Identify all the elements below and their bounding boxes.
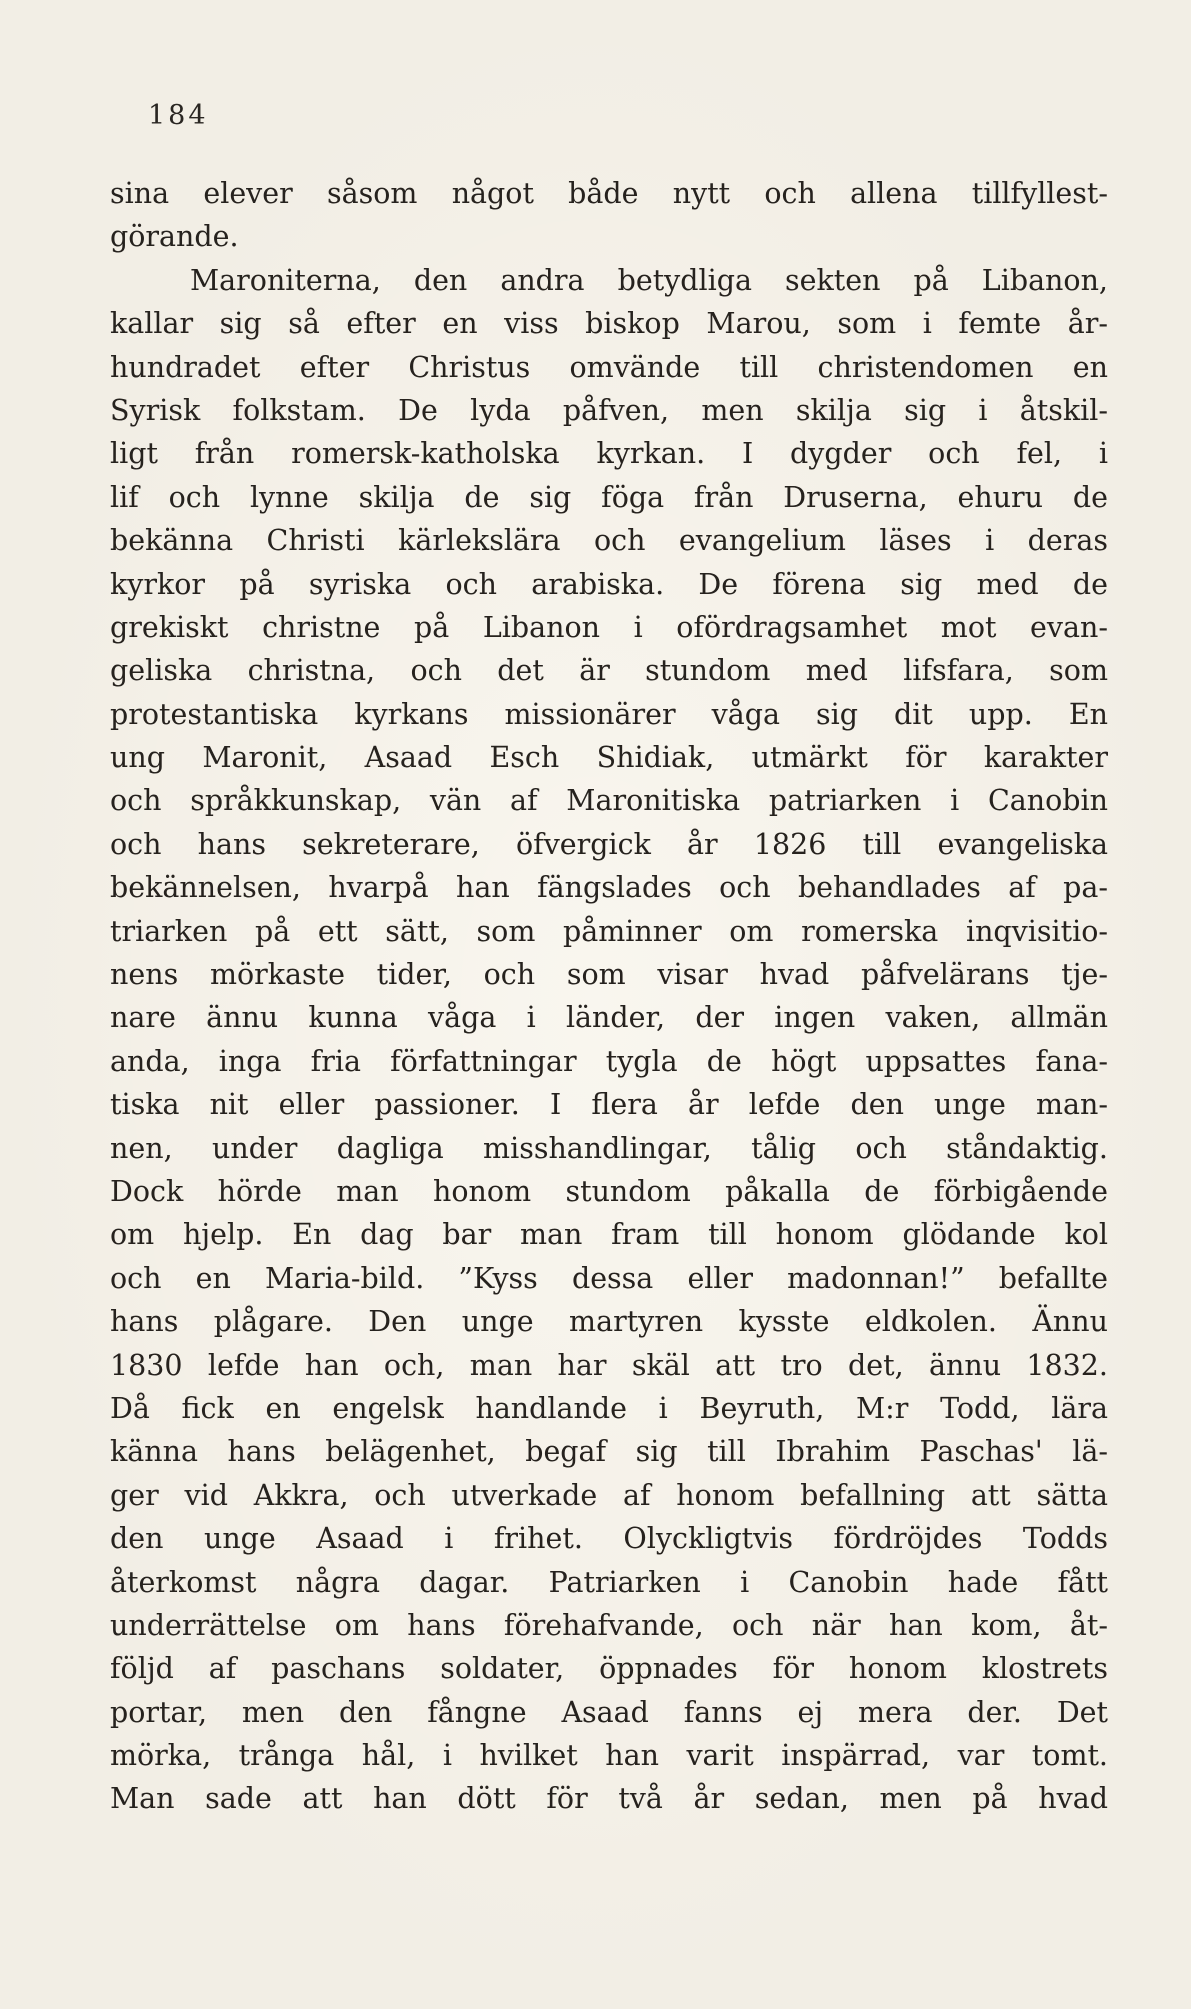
text-line: lif och lynne skilja de sig föga från Druserna, ehuru de <box>110 480 1108 514</box>
text-line: geliska christna, och det är stundom med lifsfara, som <box>110 654 1108 688</box>
text-line: den unge Asaad i frihet. Olyckligtvis fördröjdes Todds <box>110 1522 1108 1556</box>
text-line: grekiskt christne på Libanon i ofördragsamhet mot evan- <box>110 610 1108 644</box>
text-line: ligt från romersk-katholska kyrkan. I dygder och fel, i <box>110 437 1108 471</box>
text-line: nare ännu kunna våga i länder, der ingen vaken, allmän <box>110 1001 1108 1035</box>
text-line: protestantiska kyrkans missionärer våga sig dit upp. En <box>110 697 1108 731</box>
text-line: sina elever såsom något både nytt och allena tillfyllest- <box>110 177 1108 210</box>
text-line: 1830 lefde han och, man har skäl att tro det, ännu 1832. <box>110 1348 1108 1382</box>
text-line: och språkkunskap, vän af Maronitiska patriarken i Canobin <box>110 784 1108 818</box>
text-line: Man sade att han dött för två år sedan, men på hvad <box>110 1782 1108 1816</box>
text-line: kallar sig så efter en viss biskop Marou, som i femte år- <box>110 307 1108 341</box>
text-line: ger vid Akkra, och utverkade af honom befallning att sätta <box>110 1478 1108 1512</box>
text-line: följd af paschans soldater, öppnades för honom klostrets <box>110 1652 1108 1686</box>
text-line: tiska nit eller passioner. I flera år lefde den unge man- <box>110 1088 1108 1122</box>
text-line: hundradet efter Christus omvände till christendomen en <box>110 350 1108 384</box>
text-line: nens mörkaste tider, och som visar hvad påfvelärans tje- <box>110 958 1108 992</box>
text-line: ung Maronit, Asaad Esch Shidiak, utmärkt för karakter <box>110 741 1108 775</box>
text-line: hans plågare. Den unge martyren kysste eldkolen. Ännu <box>110 1305 1108 1339</box>
text-line: återkomst några dagar. Patriarken i Canobin hade fått <box>110 1565 1108 1599</box>
text-line: underrättelse om hans förehafvande, och när han kom, åt- <box>110 1608 1108 1642</box>
text-line: känna hans belägenhet, begaf sig till Ibrahim Paschas' lä- <box>110 1435 1108 1469</box>
text-line: Syrisk folkstam. De lyda påfven, men skilja sig i åtskil- <box>110 393 1108 427</box>
body-text <box>110 172 1108 1821</box>
text-line: görande. <box>110 220 239 254</box>
text-line: om hjelp. En dag bar man fram till honom glödande kol <box>110 1218 1108 1252</box>
text-line: Dock hörde man honom stundom påkalla de förbigående <box>110 1174 1108 1208</box>
text-line: triarken på ett sätt, som påminner om romerska inqvisitio- <box>110 914 1108 948</box>
text-line: portar, men den fångne Asaad fanns ej mera der. Det <box>110 1695 1108 1729</box>
text-line: bekänna Christi kärlekslära och evangelium läses i deras <box>110 524 1108 558</box>
text-line: bekännelsen, hvarpå han fängslades och behandlades af pa- <box>110 871 1108 905</box>
text-line: och en Maria-bild. ”Kyss dessa eller madonnan!” befallte <box>110 1261 1108 1295</box>
text-line: och hans sekreterare, öfvergick år 1826 till evangeliska <box>110 827 1108 861</box>
text-line: mörka, trånga hål, i hvilket han varit inspärrad, var tomt. <box>110 1739 1108 1773</box>
text-line: nen, under dagliga misshandlingar, tålig och ståndaktig. <box>110 1131 1108 1165</box>
page-number: 184 <box>148 100 209 131</box>
text-line: anda, inga fria författningar tygla de högt uppsattes fana- <box>110 1044 1108 1078</box>
text-line: Maroniterna, den andra betydliga sekten på Libanon, <box>190 263 1108 297</box>
text-line: kyrkor på syriska och arabiska. De förena sig med de <box>110 567 1108 601</box>
text-line: Då fick en engelsk handlande i Beyruth, M:r Todd, lära <box>110 1391 1108 1425</box>
